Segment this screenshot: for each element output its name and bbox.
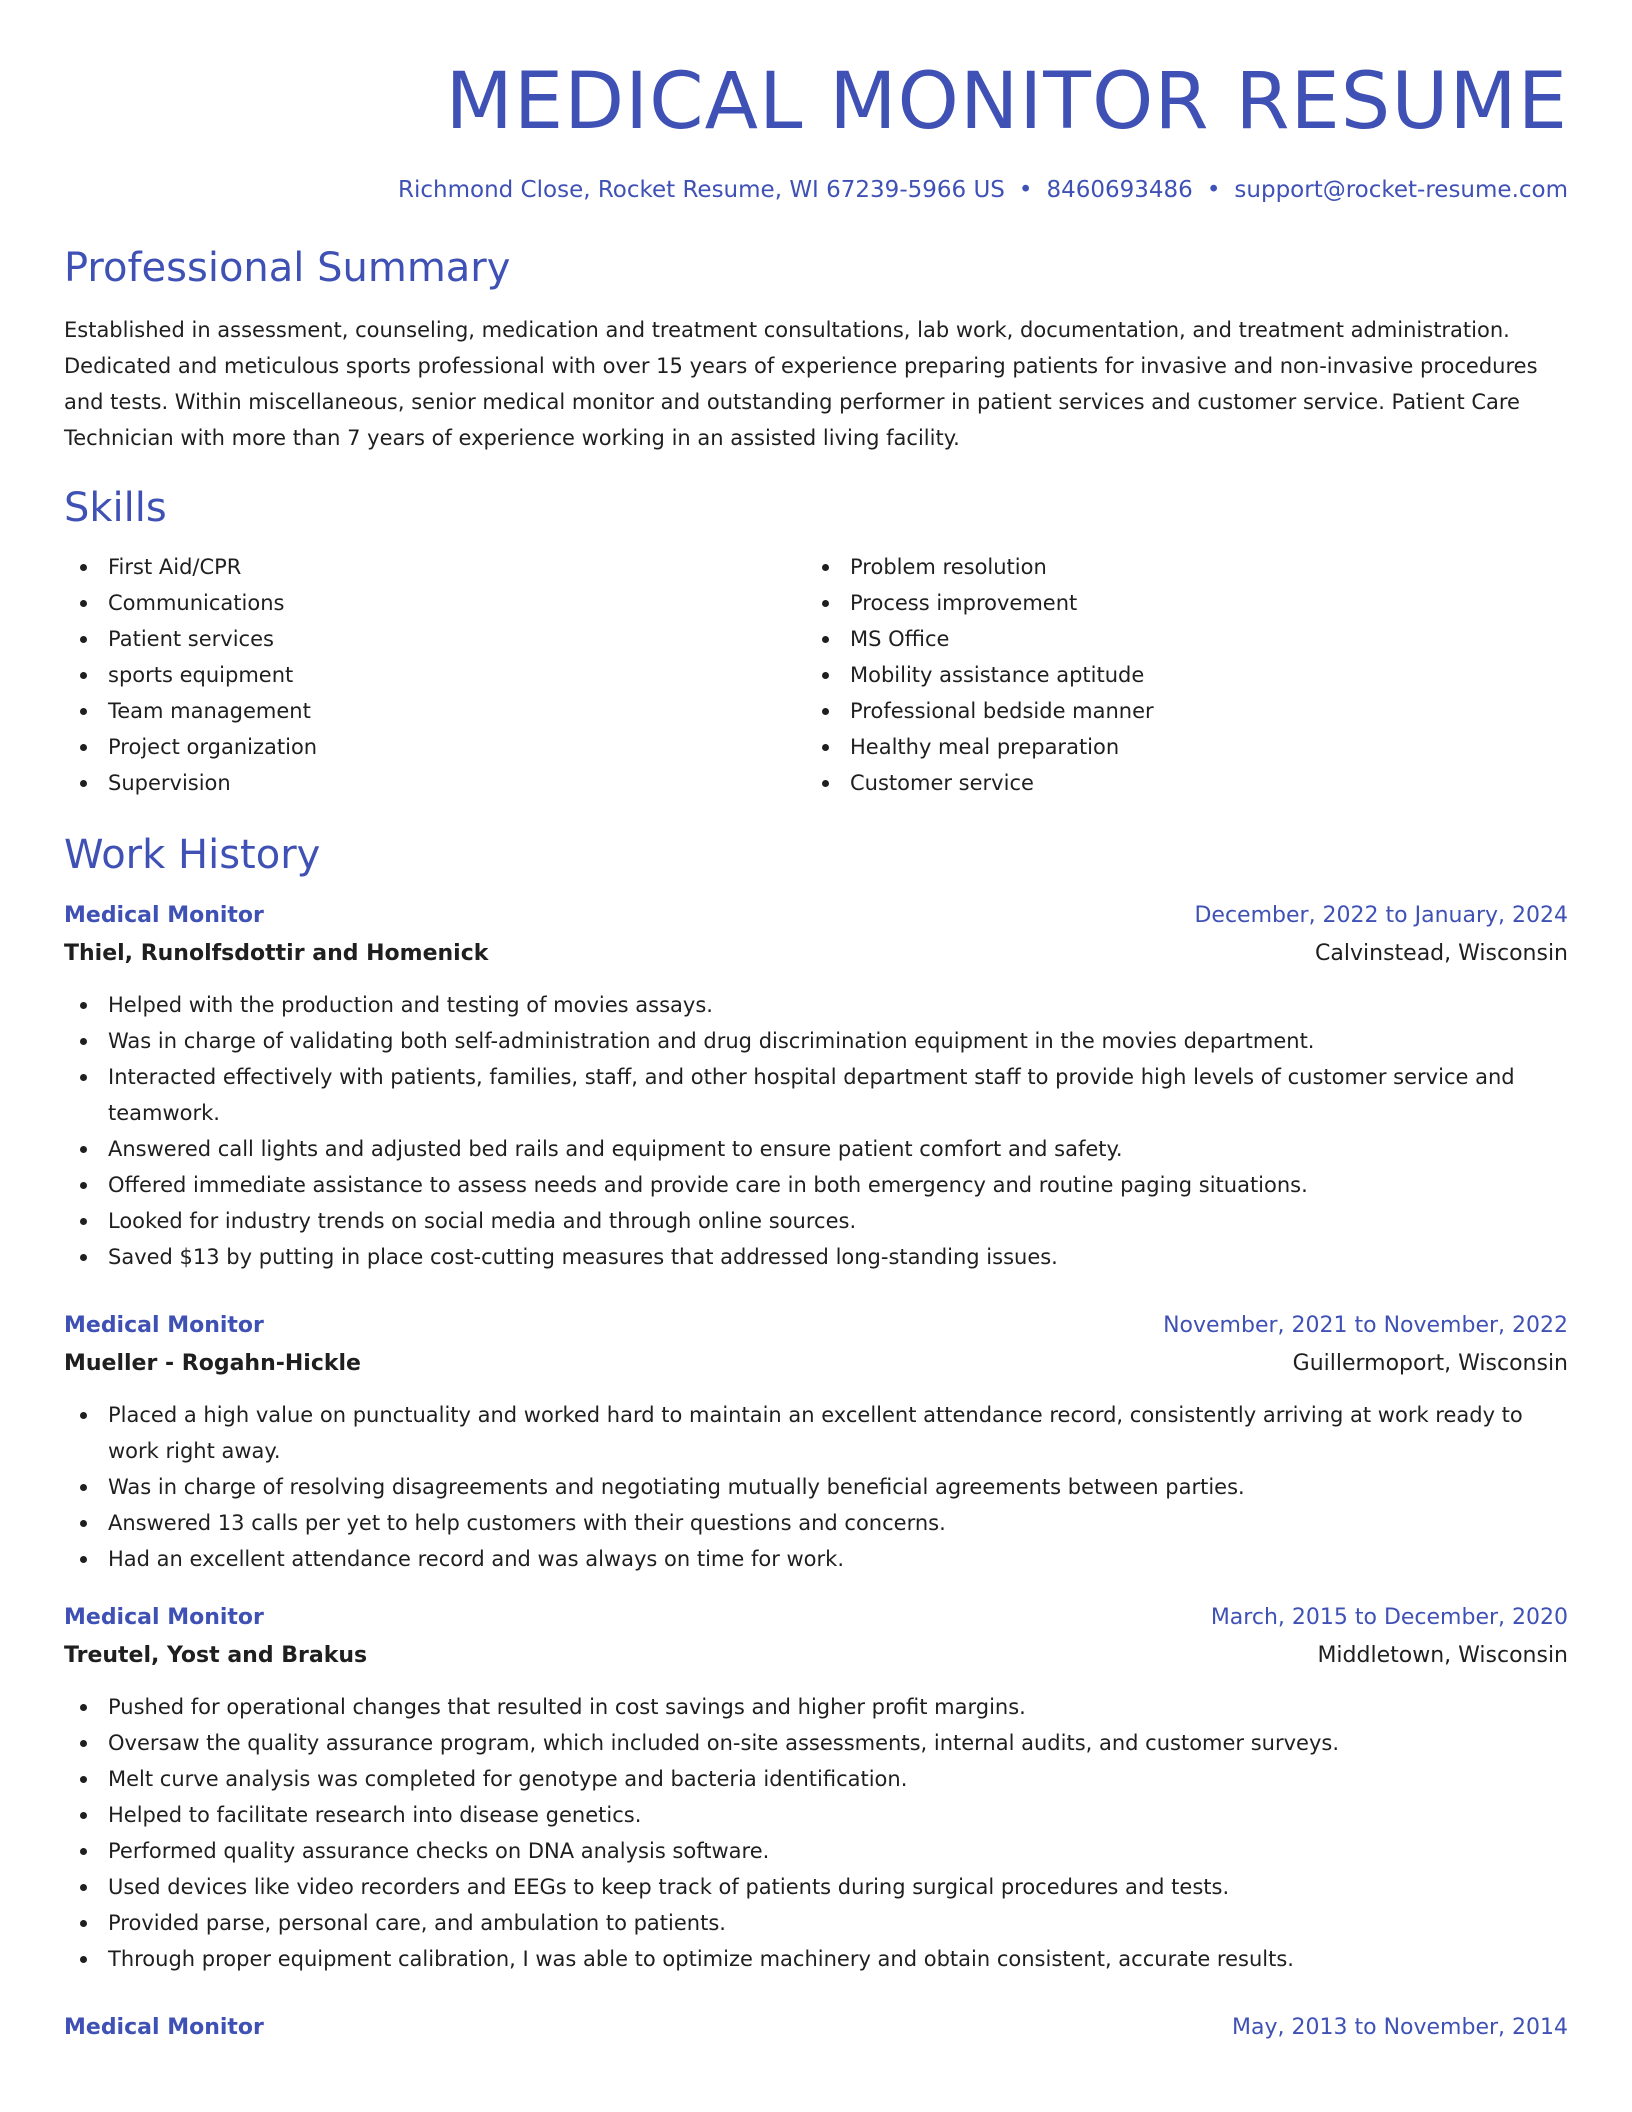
skill-item: MS Office xyxy=(806,621,1548,657)
job-title: Medical Monitor xyxy=(64,2015,264,2040)
skill-item: Team management xyxy=(64,693,806,729)
job-bullet: Oversaw the quality assurance program, which included on-site assessments, internal audits, and customer surveys. xyxy=(64,1725,1568,1761)
skill-item: sports equipment xyxy=(64,657,806,693)
job-dates: March, 2015 to December, 2020 xyxy=(1210,1605,1568,1630)
job-location: Guillermoport, Wisconsin xyxy=(1292,1351,1568,1376)
work-history-heading: Work History xyxy=(64,832,321,878)
job-bullet: Pushed for operational changes that resulted in cost savings and higher profit margins. xyxy=(64,1689,1568,1725)
skill-item: First Aid/CPR xyxy=(64,549,806,585)
skill-item: Mobility assistance aptitude xyxy=(806,657,1548,693)
job-title: Medical Monitor xyxy=(64,903,264,928)
job-bullet: Through proper equipment calibration, I was able to optimize machinery and obtain consistent, accurate results. xyxy=(64,1941,1568,1977)
job-bullets xyxy=(64,987,1568,1275)
job-bullets xyxy=(64,1689,1568,1977)
job-bullets xyxy=(64,1397,1568,1577)
job-bullet: Answered call lights and adjusted bed rails and equipment to ensure patient comfort and safety. xyxy=(64,1131,1568,1167)
job-title: Medical Monitor xyxy=(64,1605,264,1630)
contact-line xyxy=(64,174,1568,206)
job-bullet: Interacted effectively with patients, families, staff, and other hospital department staff to provide high levels of customer service and teamwork. xyxy=(64,1059,1568,1131)
job-bullet: Was in charge of validating both self-administration and drug discrimination equipment in the movies department. xyxy=(64,1023,1568,1059)
job-entry xyxy=(64,2009,1568,2047)
job-bullet: Placed a high value on punctuality and worked hard to maintain an excellent attendance record, consistently arriving at work ready to work right away. xyxy=(64,1397,1568,1469)
skills-column-left xyxy=(64,549,806,801)
job-company: Mueller - Rogahn-Hickle xyxy=(64,1351,361,1376)
contact-separator: • xyxy=(1018,177,1033,203)
job-dates: May, 2013 to November, 2014 xyxy=(1232,2015,1568,2040)
job-company: Thiel, Runolfsdottir and Homenick xyxy=(64,941,489,966)
skill-item: Process improvement xyxy=(806,585,1548,621)
summary-text: Established in assessment, counseling, medication and treatment consultations, lab work, documentation, and treatment administration. Dedicated and meticulous sports professional with over 15 years of experience preparing patients for invasive and non-invasive procedures and tests. Within miscellaneous, senior medical monitor and outstanding performer in patient services and customer service. Patient Care Technician with more than 7 years of experience working in an assisted living facility. xyxy=(64,318,1538,450)
job-company: Treutel, Yost and Brakus xyxy=(64,1643,368,1668)
skill-item: Communications xyxy=(64,585,806,621)
skill-item: Professional bedside manner xyxy=(806,693,1548,729)
job-bullet: Was in charge of resolving disagreements and negotiating mutually beneficial agreements between parties. xyxy=(64,1469,1568,1505)
contact-separator: • xyxy=(1206,177,1221,203)
skill-item: Patient services xyxy=(64,621,806,657)
job-bullet: Used devices like video recorders and EEGs to keep track of patients during surgical procedures and tests. xyxy=(64,1869,1568,1905)
job-entry xyxy=(64,1599,1568,1977)
job-title: Medical Monitor xyxy=(64,1313,264,1338)
job-bullet: Provided parse, personal care, and ambulation to patients. xyxy=(64,1905,1568,1941)
contact-phone: 8460693486 xyxy=(1046,177,1193,203)
job-entry xyxy=(64,897,1568,1275)
resume-page xyxy=(64,0,1568,2047)
job-bullet: Had an excellent attendance record and was always on time for work. xyxy=(64,1541,1568,1577)
job-bullet: Looked for industry trends on social media and through online sources. xyxy=(64,1203,1568,1239)
job-bullet: Saved $13 by putting in place cost-cutting measures that addressed long-standing issues. xyxy=(64,1239,1568,1275)
skill-item: Problem resolution xyxy=(806,549,1548,585)
contact-address: Richmond Close, Rocket Resume, WI 67239-5966 US xyxy=(398,177,1005,203)
job-bullet: Answered 13 calls per yet to help customers with their questions and concerns. xyxy=(64,1505,1568,1541)
skill-item: Project organization xyxy=(64,729,806,765)
job-bullet: Performed quality assurance checks on DNA analysis software. xyxy=(64,1833,1568,1869)
job-bullet: Helped to facilitate research into disease genetics. xyxy=(64,1797,1568,1833)
job-dates: November, 2021 to November, 2022 xyxy=(1163,1313,1568,1338)
job-bullet: Melt curve analysis was completed for genotype and bacteria identification. xyxy=(64,1761,1568,1797)
skills-heading: Skills xyxy=(64,485,167,531)
contact-email: support@rocket-resume.com xyxy=(1234,177,1568,203)
resume-title: MEDICAL MONITOR RESUME xyxy=(445,57,1568,147)
job-bullet: Helped with the production and testing of movies assays. xyxy=(64,987,1568,1023)
skills-list xyxy=(64,549,1568,801)
skill-item: Supervision xyxy=(64,765,806,801)
job-bullet: Offered immediate assistance to assess needs and provide care in both emergency and routine paging situations. xyxy=(64,1167,1568,1203)
job-location: Middletown, Wisconsin xyxy=(1317,1643,1568,1668)
skills-column-right xyxy=(806,549,1548,801)
summary-heading: Professional Summary xyxy=(64,245,511,291)
job-location: Calvinstead, Wisconsin xyxy=(1315,941,1568,966)
skill-item: Customer service xyxy=(806,765,1548,801)
skill-item: Healthy meal preparation xyxy=(806,729,1548,765)
job-entry xyxy=(64,1307,1568,1577)
job-dates: December, 2022 to January, 2024 xyxy=(1194,903,1568,928)
